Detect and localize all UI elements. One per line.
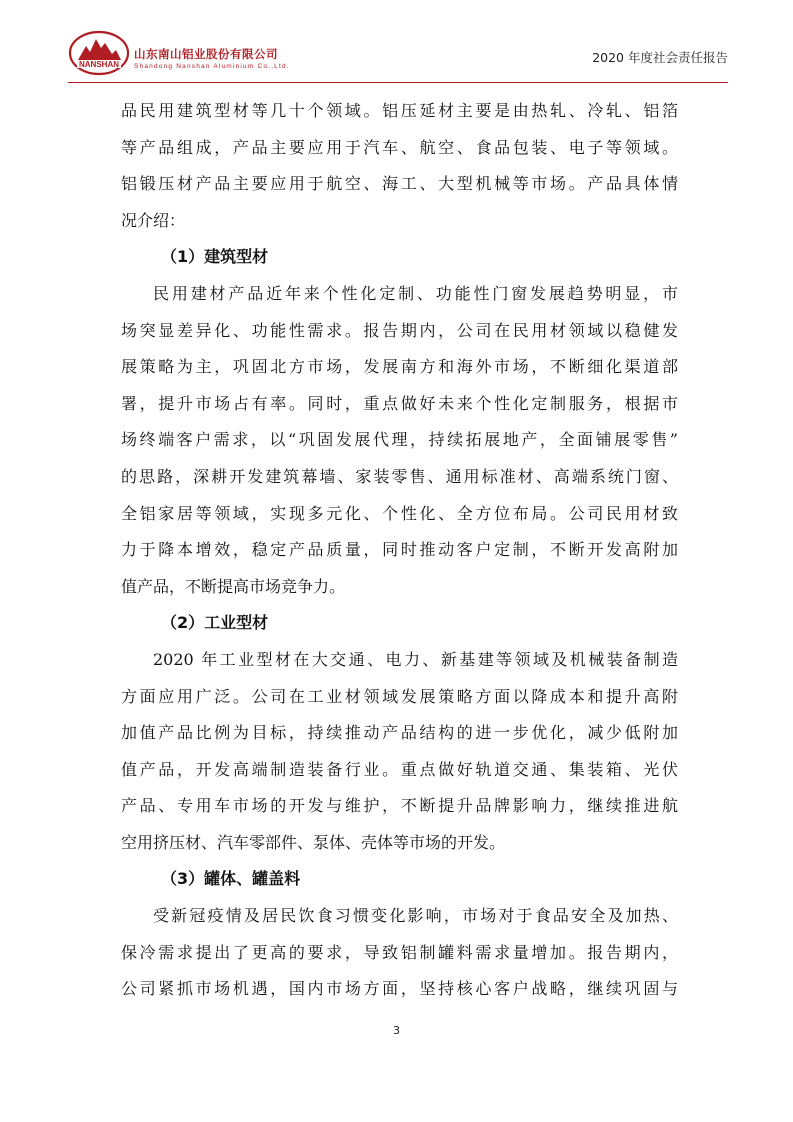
report-title: 2020 年度社会责任报告: [592, 50, 728, 65]
paragraph-line: 加值产品比例为目标，持续推动产品结构的进一步优化，减少低附加: [121, 723, 678, 743]
paragraph-line: 2020 年工业型材在大交通、电力、新基建等领域及机械装备制造: [153, 649, 678, 669]
header-divider: [68, 82, 728, 83]
paragraph-line: 公司紧抓市场机遇，国内市场方面，坚持核心客户战略，继续巩固与: [121, 979, 678, 999]
section-heading-industrial-profiles: （2）工业型材: [161, 613, 269, 633]
paragraph-line: 等产品组成，产品主要应用于汽车、航空、食品包装、电子等领域。: [121, 137, 678, 157]
svg-text:NANSHAN: NANSHAN: [79, 60, 119, 69]
paragraph-line: 值产品，开发高端制造装备行业。重点做好轨道交通、集装箱、光伏: [121, 759, 678, 779]
section-heading-can-stock: （3）罐体、罐盖料: [161, 869, 301, 889]
paragraph-line: 的思路，深耕开发建筑幕墙、家装零售、通用标准材、高端系统门窗、: [121, 466, 678, 486]
paragraph-line: 场突显差异化、功能性需求。报告期内，公司在民用材领域以稳健发: [121, 320, 678, 340]
paragraph-line: 方面应用广泛。公司在工业材领域发展策略方面以降成本和提升高附: [121, 686, 678, 706]
paragraph-line: 保冷需求提出了更高的要求，导致铝制罐料需求量增加。报告期内，: [121, 942, 678, 962]
section-heading-building-profiles: （1）建筑型材: [161, 247, 269, 267]
paragraph-line: 况介绍：: [121, 210, 186, 230]
company-name-en: Shandong Nanshan Aluminium Co.,Ltd.: [134, 63, 290, 70]
paragraph-line: 民用建材产品近年来个性化定制、功能性门窗发展趋势明显，市: [153, 283, 678, 303]
paragraph-line: 场终端客户需求，以“巩固发展代理，持续拓展地产，全面铺展零售”: [121, 430, 678, 450]
paragraph-line: 全铝家居等领域，实现多元化、个性化、全方位布局。公司民用材致: [121, 503, 678, 523]
page-header: [68, 28, 728, 84]
document-body: [121, 93, 678, 1008]
paragraph-line: 品民用建筑型材等几十个领域。铝压延材主要是由热轧、冷轧、铝箔: [121, 101, 678, 120]
paragraph-line: 产品、专用车市场的开发与维护，不断提升品牌影响力，继续推进航: [121, 796, 678, 816]
page-number: 3: [393, 1024, 400, 1037]
paragraph-line: 展策略为主，巩固北方市场，发展南方和海外市场，不断细化渠道部: [121, 357, 678, 377]
paragraph-line: 值产品，不断提高市场竞争力。: [121, 576, 346, 596]
paragraph-line: 空用挤压材、汽车零部件、泵体、壳体等市场的开发。: [121, 832, 506, 852]
paragraph-line: 受新冠疫情及居民饮食习惯变化影响，市场对于食品安全及加热、: [153, 906, 678, 926]
paragraph-line: 铝锻压材产品主要应用于航空、海工、大型机械等市场。产品具体情: [121, 174, 678, 194]
paragraph-line: 署，提升市场占有率。同时，重点做好未来个性化定制服务，根据市: [121, 393, 678, 413]
paragraph-line: 力于降本增效，稳定产品质量，同时推动客户定制，不断开发高附加: [121, 540, 678, 560]
nanshan-logo: [68, 30, 130, 76]
company-name-cn: 山东南山铝业股份有限公司: [134, 47, 278, 61]
